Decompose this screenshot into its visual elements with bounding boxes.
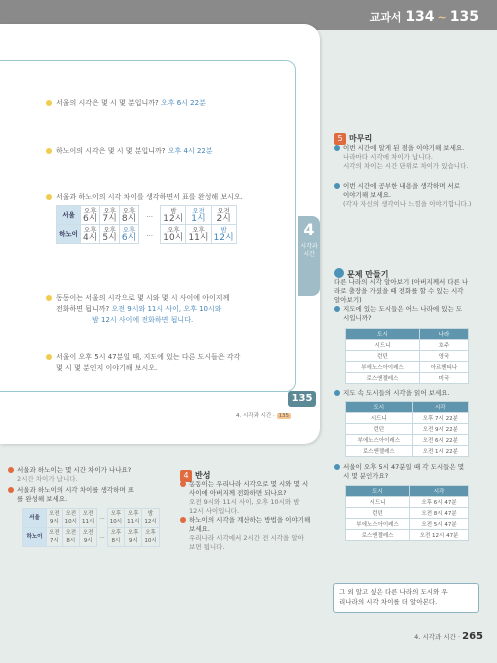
table-row: 런던 영국 [346,351,469,362]
bullet-icon [334,183,340,189]
problem-question-3: 서울이 오후 5시 47분일 때 각 도시들은 몇 시 몇 분인가요? [334,463,484,481]
table-row: 로스앤젤레스 미국 [346,373,469,384]
table-row: 부에노스아이레스 오전 5시 47분 [346,519,469,530]
section-reflection-heading: 4 반성 [180,463,210,482]
bullet-icon [46,354,52,360]
table-row-hanoi: 하노이 오전 7시 오전 8시 오전 9시 … 오후 8시 오후 9시 오후 10시 [23,528,160,547]
chapter-side-tab: 4 시각과 시간 [298,216,320,296]
table-row: 시드니 오후 7시 22분 [346,413,469,424]
question-call-time: 동동이는 서울의 시각으로 몇 시와 몇 시 사이에 아이지께 전화하면 됩니까? 오전 9시와 11시 사이, 오후 10시와 밤 12시 사이에 전화하면 됩니다. [46,293,229,326]
bullet-icon [46,295,52,301]
table-row: 런던 오전 8시 47분 [346,508,469,519]
bullet-icon [46,100,52,106]
wrapup-question-1: 이번 시간에 알게 된 점을 이야기해 보세요. 나라마다 시각에 차이가 납니다. 시각의 차이는 시간 단위로 차이가 있습니다. [334,144,484,171]
table-row: 로스앤젤레스 오전 12시 47분 [346,530,469,541]
page-footer: 4. 시각과 시간 · 265 [414,631,483,642]
question-hanoi-time: 하노이의 시각은 몇 시 몇 분입니까? 오후 4시 22분 [46,146,213,157]
question-complete-table: 서울과 하노이의 시각 차이를 생각하면서 표를 완성해 보시오. [46,192,243,203]
table-row: 부에노스아이레스 오전 6시 22분 [346,435,469,446]
section-wrapup-heading: 5 마무리 [334,126,372,145]
bullet-icon [46,148,52,154]
bullet-icon [180,481,186,487]
question-other-cities: 서울이 오후 5시 47분일 때, 지도에 있는 다른 도시들은 각각 몇 시 몇 분인지 이야기해 보시오. [46,352,240,374]
bullet-icon [334,390,340,396]
textbook-footnote: 4. 시각과 시간 · 135 [236,413,290,419]
wrapup-question-2: 이번 시간에 공부한 내용을 생각하며 서로 이야기해 보세요. (각자 자신의 생각이나 느낌을 이야기합니다.) [334,182,484,209]
table-row: 부에노스아이레스 아르헨티나 [346,362,469,373]
bullet-icon [8,467,14,473]
table-row-seoul: 서울 오후 6시 오후 7시 오후 8시 … 밤 12시 오전 1시 오전 2시 [57,206,237,225]
bullet-icon [334,306,340,312]
table-row: 시드니 호주 [346,340,469,351]
city-country-table: 도시 나라 시드니 호주 런던 영국 부에노스아이레스 아르헨티나 로스앤젤레스 미국 [345,328,469,384]
bullet-icon [8,487,14,493]
closing-note-box: 그 외 알고 싶은 다른 나라의 도시와 우 리나라의 시각 차이를 더 알아본다. [333,583,479,613]
bullet-icon [180,517,186,523]
problem-description: 다른 나라의 시각 알아보기 (아버지께서 다른 나 라로 출장을 가셨을 때 전화를 할 수 있는 시각 알아보기) 지도에 있는 도시들은 어느 나라에 있는 도 시입니까? [334,278,469,322]
table-row: 로스앤젤레스 오전 1시 22분 [346,446,469,457]
table-row: 런던 오전 9시 22분 [346,424,469,435]
city-time-table-547: 도시 시각 시드니 오후 6시 47분 런던 오전 8시 47분 부에노스아이레스 오전 5시 47분 로스앤젤레스 오전 12시 47분 [345,485,469,541]
table-row-hanoi: 하노이 오후 4시 오후 5시 오후 6시 … 오후 10시 오후 11시 밤 12시 [57,225,237,244]
mini-time-table [22,508,160,547]
pencil-icon [334,268,344,278]
time-difference-table [56,205,237,244]
table-row: 시드니 오후 6시 47분 [346,497,469,508]
textbook-page-reference: 교과서 134 ~ 135 [369,9,479,25]
section-problem-heading: 문제 만들기 [334,262,388,281]
table-row-seoul: 서울 오전 9시 오전 10시 오전 11시 … 오후 10시 오후 11시 밤 12시 [23,509,160,528]
bullet-icon [334,145,340,151]
question-seoul-time: 서울의 시각은 몇 시 몇 분입니까? 오후 6시 22분 [46,98,206,109]
textbook-page-number: 135 [288,391,316,407]
bottom-left-questions: 서울과 하노이는 몇 시간 차이가 나나요? 2시간 차이가 납니다. 서울과 하노이의 시각 차이를 생각하며 표 를 완성해 보세요. [8,466,168,504]
problem-question-2: 지도 속 도시들의 시각을 읽어 보세요. [334,389,450,398]
reflection-questions: 동동이는 우리나라 시각으로 몇 시와 몇 시 사이에 아버지께 전화하면 되나요? 오전 9시와 11시 사이, 오후 10시와 밤 12시 사이입니다. 하노이의 시각을 계산하는 방법을 이야기해 보세요. 우리나라 시각에서 2시간 전 시각을 알아 보면 됩니다. [180,480,328,552]
city-time-table: 도시 시각 시드니 오후 7시 22분 런던 오전 9시 22분 부에노스아이레스 오전 6시 22분 로스앤젤레스 오전 1시 22분 [345,401,469,457]
bullet-icon [46,194,52,200]
bullet-icon [334,464,340,470]
